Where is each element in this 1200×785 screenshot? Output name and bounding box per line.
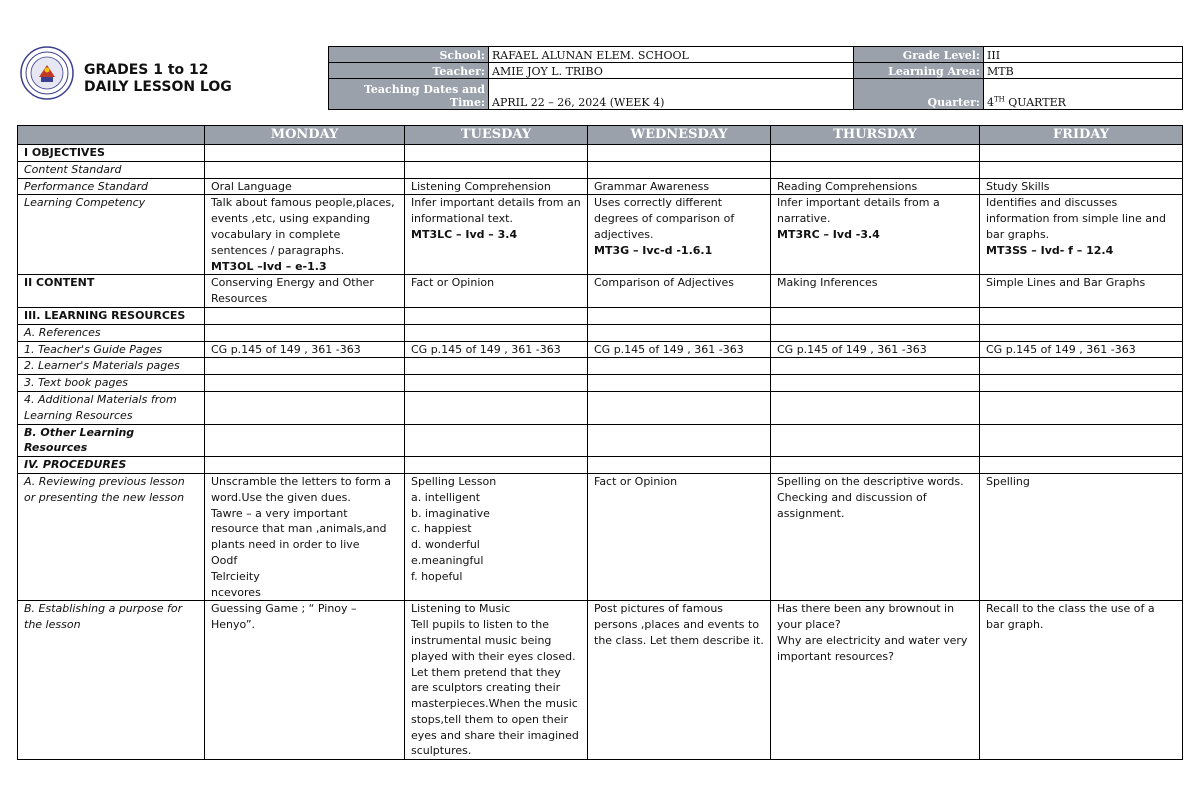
table-cell: [771, 457, 980, 474]
table-cell: [405, 391, 588, 424]
competency-code: MT3SS – Ivd- f – 12.4: [986, 243, 1114, 257]
performance-tuesday: Listening Comprehension: [405, 178, 588, 195]
table-cell: [588, 145, 771, 162]
document-title: [84, 62, 232, 96]
procedures-label: IV. PROCEDURES: [18, 457, 205, 474]
table-cell: [205, 375, 405, 392]
performance-thursday: Reading Comprehensions: [771, 178, 980, 195]
table-cell: [771, 424, 980, 457]
deped-seal-logo: [20, 46, 74, 100]
table-cell: [588, 307, 771, 324]
day-thursday: THURSDAY: [771, 126, 980, 145]
textbook-pages-label: 3. Text book pages: [18, 375, 205, 392]
title-line-1: GRADES 1 to 12: [84, 62, 209, 78]
table-cell: [980, 145, 1183, 162]
table-cell: [405, 375, 588, 392]
grade-level-value: III: [984, 47, 1183, 63]
teaching-dates-value: APRIL 22 – 26, 2024 (WEEK 4): [489, 79, 854, 110]
lesson-log-table: [17, 125, 1183, 760]
school-value: RAFAEL ALUNAN ELEM. SCHOOL: [489, 47, 854, 63]
row-content: [18, 275, 1183, 308]
additional-materials-label: 4. Additional Materials from Learning Resources: [18, 391, 205, 424]
teachers-guide-friday: CG p.145 of 149 , 361 -363: [980, 341, 1183, 358]
reviewing-friday: Spelling: [980, 473, 1183, 600]
performance-friday: Study Skills: [980, 178, 1183, 195]
performance-standard-label: Performance Standard: [18, 178, 205, 195]
row-references: [18, 324, 1183, 341]
competency-code: MT3G – Ivc-d -1.6.1: [594, 243, 713, 257]
content-friday: Simple Lines and Bar Graphs: [980, 275, 1183, 308]
table-cell: [771, 324, 980, 341]
table-cell: [980, 324, 1183, 341]
competency-text: Infer important details from an informational text.: [411, 196, 581, 226]
table-cell: [588, 424, 771, 457]
table-cell: [771, 161, 980, 178]
learning-resources-label: III. LEARNING RESOURCES: [18, 307, 205, 324]
table-cell: [588, 324, 771, 341]
table-cell: [588, 391, 771, 424]
teachers-guide-tuesday: CG p.145 of 149 , 361 -363: [405, 341, 588, 358]
table-cell: [980, 307, 1183, 324]
content-wednesday: Comparison of Adjectives: [588, 275, 771, 308]
establishing-tuesday: Listening to Music Tell pupils to listen to the instrumental music being played with their eyes closed. Let them pretend that they are sculptors creating their masterpieces.When the music stops,tell them to open their eyes and share their imagined sculptures.: [405, 601, 588, 760]
header-row-school: [329, 47, 1183, 63]
content-thursday: Making Inferences: [771, 275, 980, 308]
learning-competency-label: Learning Competency: [18, 195, 205, 275]
content-label: II CONTENT: [18, 275, 205, 308]
performance-wednesday: Grammar Awareness: [588, 178, 771, 195]
table-cell: [405, 145, 588, 162]
competency-text: Infer important details from a narrative.: [777, 196, 940, 226]
content-tuesday: Fact or Opinion: [405, 275, 588, 308]
table-cell: [405, 324, 588, 341]
competency-friday: [980, 195, 1183, 275]
row-additional-materials: [18, 391, 1183, 424]
table-cell: [205, 324, 405, 341]
table-cell: [205, 145, 405, 162]
establishing-thursday: Has there been any brownout in your place? Why are electricity and water very important resources?: [771, 601, 980, 760]
quarter-number: 4: [987, 96, 994, 109]
table-cell: [205, 161, 405, 178]
row-objectives: [18, 145, 1183, 162]
objectives-label: I OBJECTIVES: [18, 145, 205, 162]
table-cell: [405, 307, 588, 324]
teacher-value: AMIE JOY L. TRIBO: [489, 63, 854, 79]
row-other-resources: [18, 424, 1183, 457]
establishing-monday: Guessing Game ; “ Pinoy – Henyo”.: [205, 601, 405, 760]
day-friday: FRIDAY: [980, 126, 1183, 145]
table-cell: [205, 358, 405, 375]
other-resources-label: B. Other Learning Resources: [18, 424, 205, 457]
corner-cell: [18, 126, 205, 145]
teachers-guide-label: 1. Teacher's Guide Pages: [18, 341, 205, 358]
reviewing-wednesday: Fact or Opinion: [588, 473, 771, 600]
reviewing-tuesday: Spelling Lesson a. intelligent b. imaginative c. happiest d. wonderful e.meaningful f. hopeful: [405, 473, 588, 600]
content-standard-label: Content Standard: [18, 161, 205, 178]
competency-text: Uses correctly different degrees of comparison of adjectives.: [594, 196, 735, 241]
establishing-wednesday: Post pictures of famous persons ,places and events to the class. Let them describe it.: [588, 601, 771, 760]
grade-level-label: Grade Level:: [854, 47, 984, 63]
table-cell: [771, 145, 980, 162]
competency-code: MT3RC – Ivd -3.4: [777, 227, 880, 241]
school-label: School:: [329, 47, 489, 63]
content-monday: Conserving Energy and Other Resources: [205, 275, 405, 308]
quarter-word: QUARTER: [1004, 96, 1066, 109]
table-cell: [980, 424, 1183, 457]
teacher-label: Teacher:: [329, 63, 489, 79]
reviewing-label: A. Reviewing previous lesson or presenting the new lesson: [18, 473, 205, 600]
performance-monday: Oral Language: [205, 178, 405, 195]
establishing-label: B. Establishing a purpose for the lesson: [18, 601, 205, 760]
table-cell: [771, 358, 980, 375]
table-cell: [205, 307, 405, 324]
row-learning-competency: [18, 195, 1183, 275]
table-cell: [980, 161, 1183, 178]
table-cell: [588, 375, 771, 392]
row-performance-standard: [18, 178, 1183, 195]
competency-wednesday: [588, 195, 771, 275]
teachers-guide-monday: CG p.145 of 149 , 361 -363: [205, 341, 405, 358]
table-cell: [205, 457, 405, 474]
row-establishing: [18, 601, 1183, 760]
table-cell: [588, 457, 771, 474]
table-cell: [980, 391, 1183, 424]
teaching-dates-label: Teaching Dates and Time:: [329, 79, 489, 110]
quarter-label: Quarter:: [854, 79, 984, 110]
info-header-table: [328, 46, 1183, 110]
reviewing-thursday: Spelling on the descriptive words. Checking and discussion of assignment.: [771, 473, 980, 600]
table-cell: [405, 424, 588, 457]
references-label: A. References: [18, 324, 205, 341]
teachers-guide-wednesday: CG p.145 of 149 , 361 -363: [588, 341, 771, 358]
establishing-friday: Recall to the class the use of a bar graph.: [980, 601, 1183, 760]
learning-area-label: Learning Area:: [854, 63, 984, 79]
table-cell: [771, 375, 980, 392]
table-cell: [205, 424, 405, 457]
quarter-value: [984, 79, 1183, 110]
reviewing-monday: Unscramble the letters to form a word.Use the given dues. Tawre – a very important resource that man ,animals,and plants need in order to live Oodf Telrcieity ncevores: [205, 473, 405, 600]
competency-code: MT3LC – Ivd – 3.4: [411, 227, 518, 241]
learners-materials-label: 2. Learner's Materials pages: [18, 358, 205, 375]
row-textbook-pages: [18, 375, 1183, 392]
row-content-standard: [18, 161, 1183, 178]
competency-code: MT3OL –Ivd – e-1.3: [211, 259, 327, 273]
row-reviewing: [18, 473, 1183, 600]
table-cell: [771, 391, 980, 424]
table-cell: [771, 307, 980, 324]
day-monday: MONDAY: [205, 126, 405, 145]
table-cell: [980, 457, 1183, 474]
table-cell: [405, 457, 588, 474]
teachers-guide-thursday: CG p.145 of 149 , 361 -363: [771, 341, 980, 358]
table-cell: [405, 161, 588, 178]
day-wednesday: WEDNESDAY: [588, 126, 771, 145]
competency-monday: [205, 195, 405, 275]
day-tuesday: TUESDAY: [405, 126, 588, 145]
title-line-2: DAILY LESSON LOG: [84, 79, 232, 95]
table-cell: [980, 358, 1183, 375]
row-learners-materials: [18, 358, 1183, 375]
table-cell: [205, 391, 405, 424]
learning-area-value: MTB: [984, 63, 1183, 79]
header-row-teacher: [329, 63, 1183, 79]
header-row-dates: [329, 79, 1183, 110]
table-cell: [588, 161, 771, 178]
quarter-suffix: TH: [994, 95, 1005, 104]
competency-text: Identifies and discusses information from simple line and bar graphs.: [986, 196, 1166, 241]
table-cell: [405, 358, 588, 375]
competency-thursday: [771, 195, 980, 275]
table-cell: [588, 358, 771, 375]
competency-text: Talk about famous people,places, events ,etc, using expanding vocabulary in complete sentences / paragraphs.: [211, 196, 395, 257]
row-learning-resources: [18, 307, 1183, 324]
row-procedures: [18, 457, 1183, 474]
days-header-row: [18, 126, 1183, 145]
competency-tuesday: [405, 195, 588, 275]
row-teachers-guide: [18, 341, 1183, 358]
table-cell: [980, 375, 1183, 392]
